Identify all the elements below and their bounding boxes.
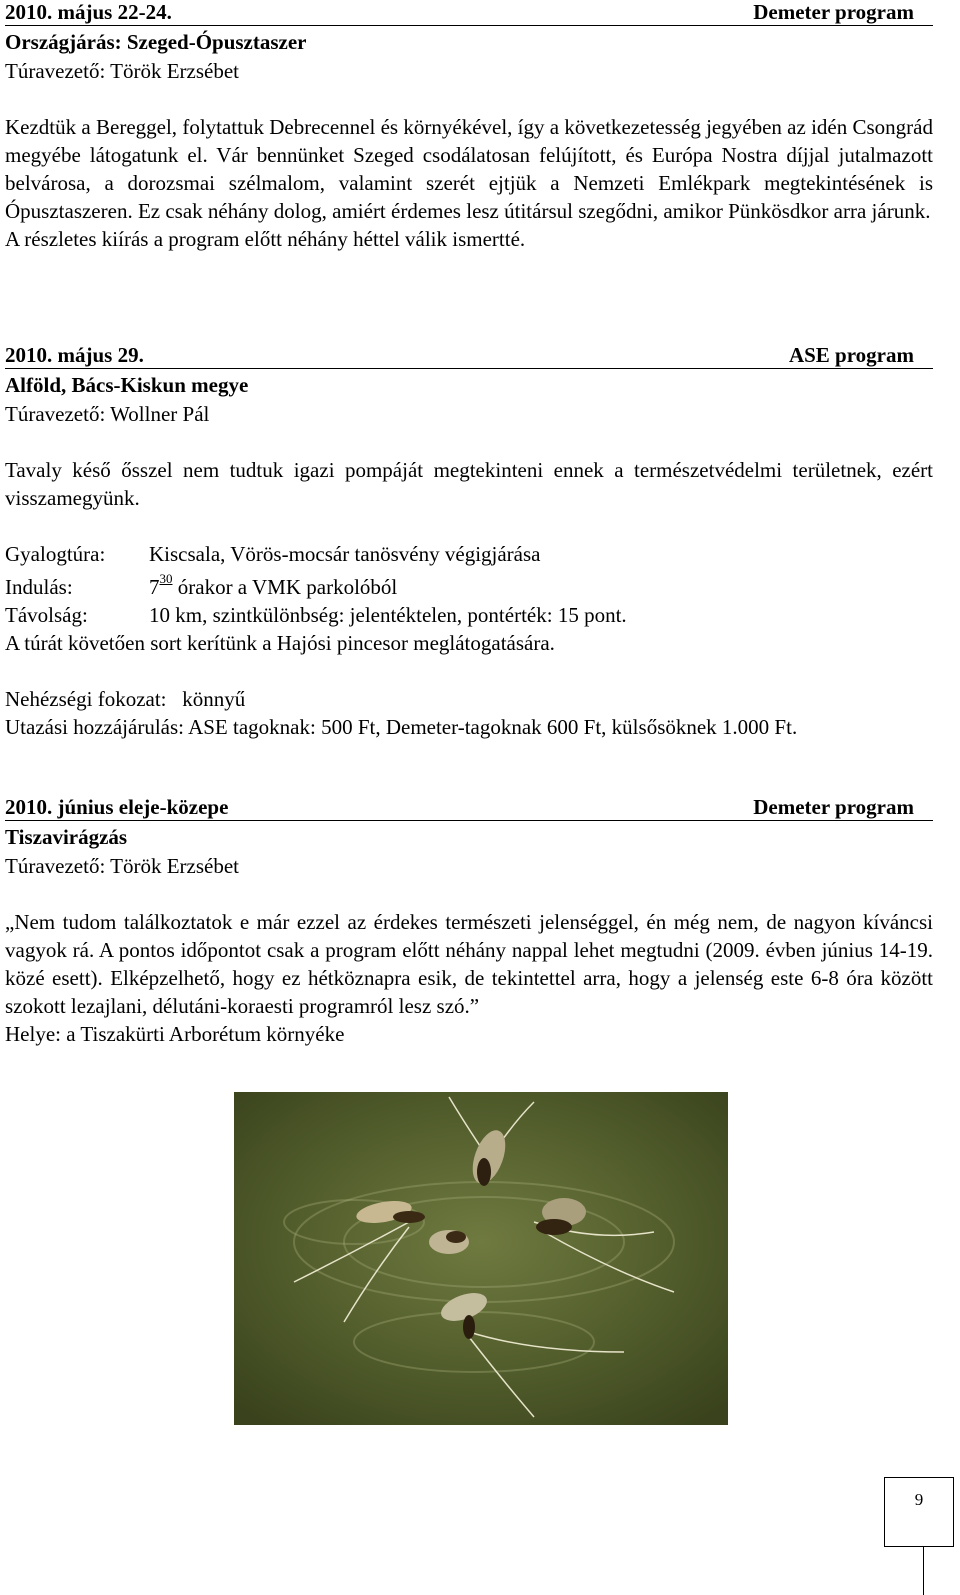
event-description: Tavaly késő ősszel nem tudtuk igazi pompáját megtekinteni ennek a természetvédelmi területnek, ezért visszamegyünk. (5, 458, 933, 510)
event-leader: Túravezető: Wollner Pál (5, 402, 210, 426)
event-program: Demeter program (753, 795, 914, 819)
page-number-line (923, 1547, 924, 1595)
difficulty-row (5, 685, 933, 713)
mayfly (429, 1230, 469, 1254)
after-hike-text: A túrát követően sort kerítünk a Hajósi pincesor meglátogatására. (5, 631, 555, 655)
hike-row (5, 540, 933, 568)
event-title: Alföld, Bács-Kiskun megye (5, 373, 249, 397)
event-description: „Nem tudom találkoztatok e már ezzel az érdekes természeti jelenséggel, én még nem, de nagyon kíváncsi vagyok rá. A pontos időpontot csak a program előtt néhány nappal lehet megtudni (2009. évben június 14-19. közé esett). Elképzelhető, hogy ez hétköznapra esik, de tekintettel arra, hogy a jelenség este 6-8 óra között szokott lezajlani, délutáni-koraesti programról lesz szó.” (5, 910, 933, 1018)
event-section-2 (5, 343, 933, 741)
distance-row (5, 601, 933, 629)
page-number-box (884, 1477, 954, 1547)
difficulty-value: könnyű (182, 687, 246, 711)
event-header (5, 0, 933, 26)
start-row (5, 568, 933, 601)
event-section-1 (5, 0, 933, 253)
event-description: Kezdtük a Bereggel, folytattuk Debrecennel és környékével, így a következetesség jegyében az idén Csongrád megyébe látogatunk el. Vár bennünket Szeged csodálatosan felújított, és Európa Nostra díjjal jutalmazott belvárosa, a dorozsmai szélmalom, valamint szerét ejtjük a Nemzeti Emlékpark megtekintésének is Ópusztaszeren. Ez csak néhány dolog, amiért érdemes lesz útitársul szegődni, amikor Pünkösdkor arra járunk. (5, 115, 933, 223)
hike-value: Kiscsala, Vörös-mocsár tanösvény végigjárása (149, 542, 541, 566)
start-label: Indulás: (5, 575, 73, 599)
distance-value: 10 km, szintkülönbség: jelentéktelen, pontérték: 15 pont. (149, 603, 627, 627)
mayfly-photo (234, 1092, 728, 1425)
hike-label: Gyalogtúra: (5, 542, 106, 566)
cost-row: Utazási hozzájárulás: ASE tagoknak: 500 Ft, Demeter-tagoknak 600 Ft, külsősöknek 1.000 Ft. (5, 715, 798, 739)
event-location: Helye: a Tiszakürti Arborétum környéke (5, 1022, 345, 1046)
event-date: 2010. június eleje-közepe (5, 795, 229, 819)
event-section-3 (5, 795, 933, 1048)
event-note: A részletes kiírás a program előtt néhány héttel válik ismertté. (5, 227, 526, 251)
event-date: 2010. május 22-24. (5, 0, 172, 24)
event-leader: Túravezető: Török Erzsébet (5, 854, 240, 878)
event-program: ASE program (788, 343, 914, 367)
event-title: Országjárás: Szeged-Ópusztaszer (5, 30, 307, 54)
start-rest: órakor a VMK parkolóból (172, 575, 398, 599)
event-title: Tiszavirágzás (5, 825, 128, 849)
event-program: Demeter program (753, 0, 914, 24)
event-date: 2010. május 29. (5, 343, 144, 367)
start-hour: 7 (149, 575, 160, 599)
start-minute: 30 (159, 571, 173, 586)
event-header (5, 795, 933, 821)
distance-label: Távolság: (5, 603, 88, 627)
page-number: 9 (914, 1490, 924, 1509)
difficulty-label: Nehézségi fokozat: (5, 687, 167, 711)
event-leader: Túravezető: Török Erzsébet (5, 59, 240, 83)
event-header (5, 343, 933, 369)
